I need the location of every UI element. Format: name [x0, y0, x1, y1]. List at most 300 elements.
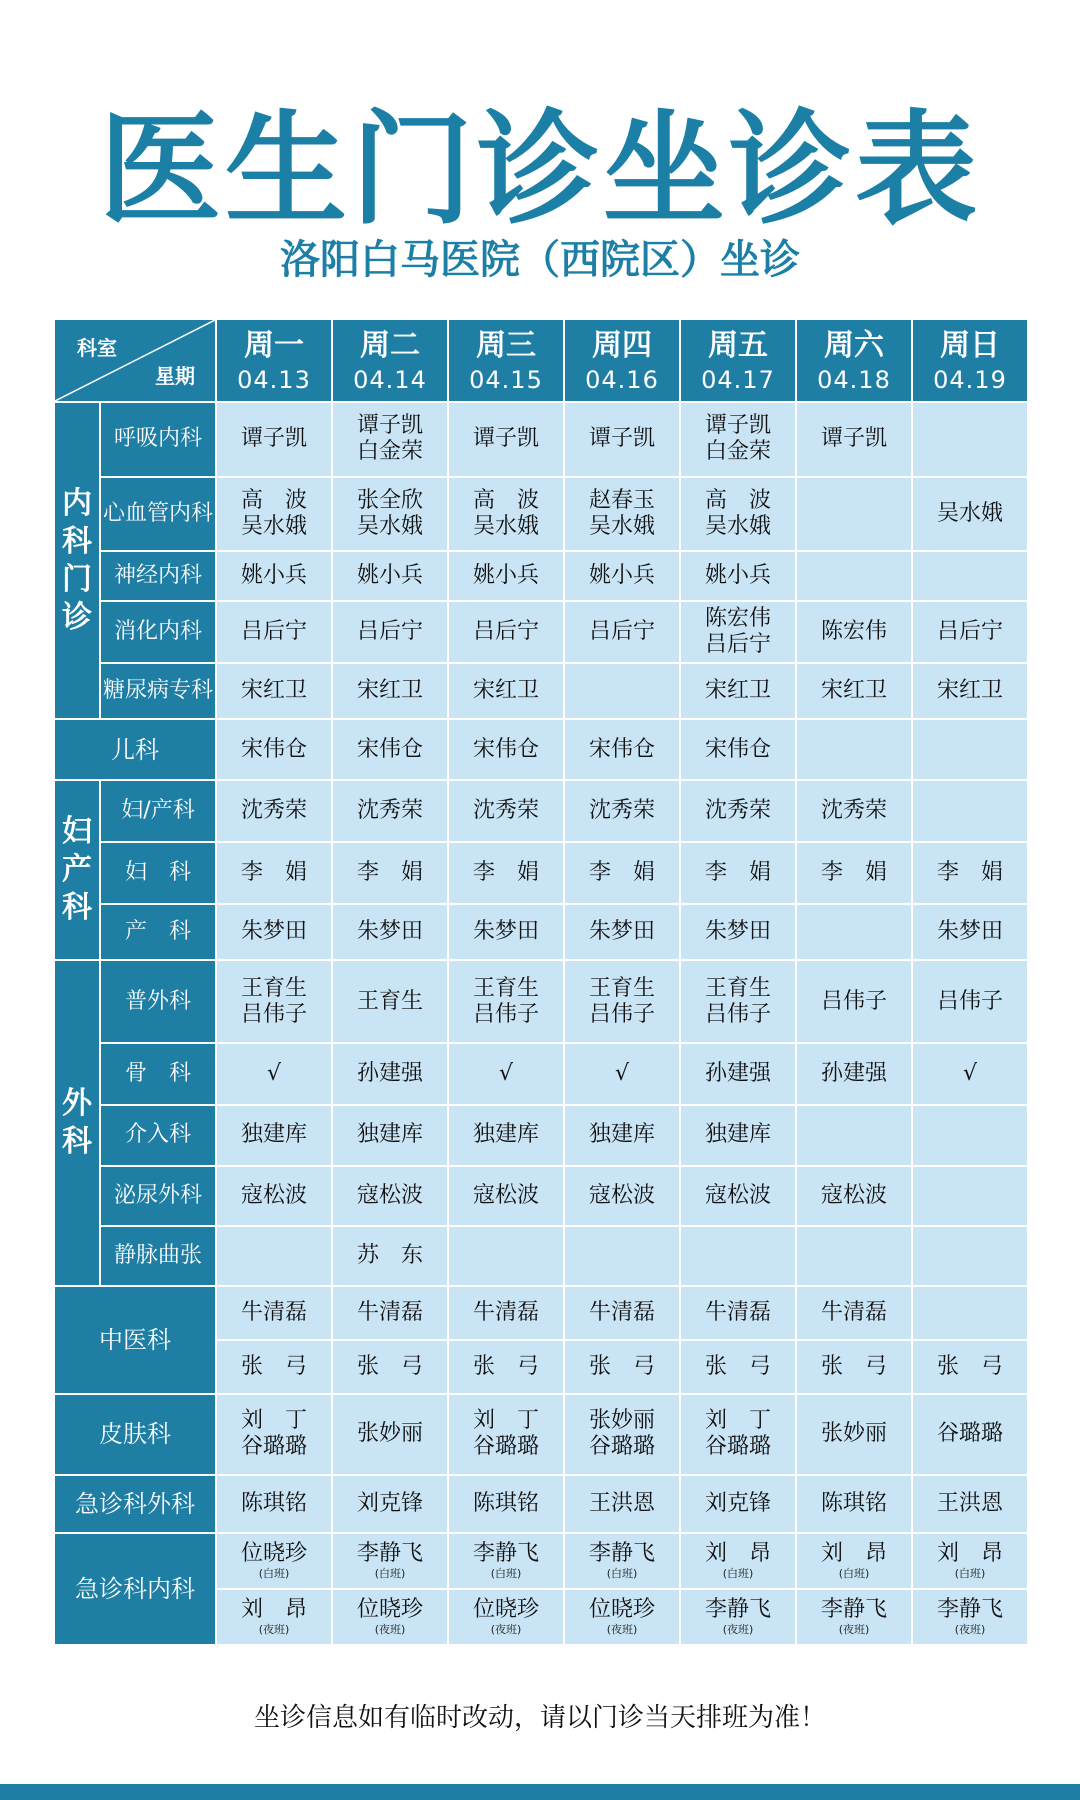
- schedule-cell: [332, 402, 448, 477]
- schedule-cell: [680, 402, 796, 477]
- day-name: 周三: [476, 327, 536, 363]
- shift-label: (白班): [374, 1567, 406, 1581]
- schedule-cell: [564, 1475, 680, 1533]
- doctor-name: 刘 昂: [240, 1597, 307, 1623]
- page-title: 医生门诊坐诊表: [99, 99, 981, 241]
- schedule-cell: [216, 477, 332, 552]
- doctor-name: 孙建强: [356, 1061, 423, 1087]
- doctor-name: 陈宏伟: [704, 606, 771, 632]
- doctor-name: 沈秀荣: [820, 797, 887, 823]
- schedule-cell: [912, 477, 1028, 552]
- doctor-name: √: [266, 1061, 282, 1087]
- doctor-name: 李 娟: [820, 860, 887, 886]
- schedule-cell: [796, 719, 912, 779]
- department-group-label: [54, 960, 100, 1286]
- schedule-cell: [912, 904, 1028, 960]
- schedule-cell: [912, 780, 1028, 842]
- schedule-cell: [796, 1286, 912, 1340]
- corner-label-weekday: 星期: [155, 364, 195, 388]
- doctor-name: 朱梦田: [240, 919, 307, 945]
- doctor-name: 李静飞: [704, 1597, 771, 1623]
- schedule-cell: [332, 842, 448, 904]
- day-date: 04.13: [237, 365, 311, 394]
- schedule-cell: [680, 1394, 796, 1475]
- schedule-table: [53, 318, 1029, 1646]
- schedule-cell: [680, 719, 796, 779]
- schedule-cell: [332, 1226, 448, 1286]
- doctor-name: 沈秀荣: [704, 797, 771, 823]
- doctor-name: 张 弓: [588, 1353, 655, 1379]
- schedule-cell: [680, 477, 796, 552]
- schedule-cell: [216, 551, 332, 601]
- day-date: 04.15: [469, 365, 543, 394]
- doctor-name: 姚小兵: [240, 563, 307, 589]
- doctor-name: 谭子凯: [820, 426, 887, 452]
- doctor-name: 谷璐璐: [936, 1421, 1003, 1447]
- day-date: 04.18: [817, 365, 891, 394]
- table-row: [54, 477, 1028, 552]
- doctor-name: 刘 丁: [472, 1408, 539, 1434]
- department-label: 皮肤科: [54, 1394, 216, 1475]
- schedule-cell: [564, 477, 680, 552]
- doctor-name: 吴水娥: [472, 514, 539, 540]
- table-row: [54, 1105, 1028, 1165]
- doctor-name: 李 娟: [472, 860, 539, 886]
- schedule-cell: [216, 719, 332, 779]
- day-date: 04.17: [701, 365, 775, 394]
- schedule-cell: [448, 1105, 564, 1165]
- shift-label: (白班): [838, 1567, 870, 1581]
- schedule-cell: [564, 601, 680, 663]
- schedule-cell: [216, 1166, 332, 1226]
- schedule-cell: [564, 1394, 680, 1475]
- doctor-name: 张 弓: [240, 1353, 307, 1379]
- schedule-cell: [796, 1589, 912, 1645]
- schedule-cell: [448, 1475, 564, 1533]
- doctor-name: 牛清磊: [704, 1299, 771, 1325]
- schedule-cell: [912, 1166, 1028, 1226]
- doctor-name: 张妙丽: [356, 1421, 423, 1447]
- doctor-name: 沈秀荣: [240, 797, 307, 823]
- table-row: [54, 1043, 1028, 1105]
- schedule-cell: [796, 551, 912, 601]
- doctor-name: 李 娟: [356, 860, 423, 886]
- shift-label: (夜班): [374, 1623, 406, 1637]
- department-label: 急诊科外科: [54, 1475, 216, 1533]
- doctor-name: 寇松波: [356, 1182, 423, 1208]
- group-char: 妇: [62, 813, 92, 849]
- schedule-cell: [564, 780, 680, 842]
- doctor-name: 位晓珍: [356, 1597, 423, 1623]
- schedule-cell: [564, 1533, 680, 1589]
- doctor-name: 吴水娥: [356, 514, 423, 540]
- doctor-name: 吕伟子: [820, 988, 887, 1014]
- schedule-cell: [680, 1166, 796, 1226]
- doctor-name: 吴水娥: [704, 514, 771, 540]
- day-name: 周五: [708, 327, 768, 363]
- schedule-cell: [912, 1043, 1028, 1105]
- subdepartment-label: 心血管内科: [100, 477, 216, 552]
- doctor-name: 张妙丽: [820, 1421, 887, 1447]
- schedule-cell: [796, 1105, 912, 1165]
- doctor-name: 高 波: [472, 488, 539, 514]
- schedule-cell: [912, 1475, 1028, 1533]
- doctor-name: 姚小兵: [356, 563, 423, 589]
- table-row: [54, 780, 1028, 842]
- doctor-name: 高 波: [240, 488, 307, 514]
- doctor-name: 刘克锋: [704, 1490, 771, 1516]
- doctor-name: √: [614, 1061, 630, 1087]
- subdepartment-label: 泌尿外科: [100, 1166, 216, 1226]
- doctor-name: 宋红卫: [356, 678, 423, 704]
- shift-label: (白班): [722, 1567, 754, 1581]
- doctor-name: 吴水娥: [588, 514, 655, 540]
- subdepartment-label: 神经内科: [100, 551, 216, 601]
- schedule-cell: [912, 402, 1028, 477]
- schedule-cell: [332, 663, 448, 719]
- schedule-cell: [332, 1340, 448, 1394]
- schedule-cell: [564, 1340, 680, 1394]
- doctor-name: 谭子凯: [472, 426, 539, 452]
- doctor-name: 张 弓: [704, 1353, 771, 1379]
- schedule-cell: [796, 1533, 912, 1589]
- schedule-cell: [216, 663, 332, 719]
- schedule-cell: [796, 601, 912, 663]
- doctor-name: 刘 丁: [240, 1408, 307, 1434]
- doctor-name: 宋伟仓: [704, 736, 771, 762]
- schedule-cell: [912, 1286, 1028, 1340]
- doctor-name: 赵春玉: [588, 488, 655, 514]
- schedule-cell: [448, 402, 564, 477]
- doctor-name: 白金荣: [704, 439, 771, 465]
- doctor-name: 沈秀荣: [588, 797, 655, 823]
- schedule-cell: [912, 1533, 1028, 1589]
- schedule-cell: [912, 842, 1028, 904]
- doctor-name: 吕后宁: [240, 619, 307, 645]
- table-row: [54, 1286, 1028, 1340]
- day-header: [448, 319, 564, 402]
- doctor-name: 张 弓: [820, 1353, 887, 1379]
- schedule-cell: [680, 780, 796, 842]
- schedule-cell: [912, 551, 1028, 601]
- schedule-cell: [796, 1475, 912, 1533]
- table-row: [54, 1166, 1028, 1226]
- group-char: 门: [62, 561, 92, 597]
- schedule-cell: [912, 1589, 1028, 1645]
- doctor-name: 牛清磊: [240, 1299, 307, 1325]
- schedule-cell: [332, 719, 448, 779]
- doctor-name: 宋红卫: [936, 678, 1003, 704]
- schedule-cell: [216, 1286, 332, 1340]
- schedule-cell: [564, 1589, 680, 1645]
- schedule-cell: [216, 780, 332, 842]
- doctor-name: 李 娟: [240, 860, 307, 886]
- schedule-cell: [332, 960, 448, 1043]
- schedule-cell: [332, 1589, 448, 1645]
- doctor-name: 姚小兵: [588, 563, 655, 589]
- doctor-name: 王育生: [704, 975, 771, 1001]
- schedule-cell: [680, 601, 796, 663]
- schedule-cell: [680, 904, 796, 960]
- schedule-cell: [796, 1166, 912, 1226]
- doctor-name: 李 娟: [936, 860, 1003, 886]
- schedule-cell: [680, 1589, 796, 1645]
- doctor-name: 宋伟仓: [472, 736, 539, 762]
- group-char: 科: [62, 523, 92, 559]
- schedule-cell: [216, 601, 332, 663]
- doctor-name: 牛清磊: [820, 1299, 887, 1325]
- schedule-cell: [912, 719, 1028, 779]
- doctor-name: 谭子凯: [240, 426, 307, 452]
- schedule-cell: [564, 1043, 680, 1105]
- group-char: 内: [62, 485, 92, 521]
- schedule-cell: [332, 1043, 448, 1105]
- schedule-cell: [912, 1394, 1028, 1475]
- subdepartment-label: 妇/产科: [100, 780, 216, 842]
- doctor-name: 谷璐璐: [472, 1434, 539, 1460]
- schedule-cell: [680, 960, 796, 1043]
- schedule-cell: [332, 1394, 448, 1475]
- doctor-name: 寇松波: [704, 1182, 771, 1208]
- shift-label: (夜班): [722, 1623, 754, 1637]
- schedule-cell: [332, 1105, 448, 1165]
- doctor-name: 宋红卫: [704, 678, 771, 704]
- schedule-cell: [680, 663, 796, 719]
- doctor-name: 谷璐璐: [240, 1434, 307, 1460]
- subdepartment-label: 消化内科: [100, 601, 216, 663]
- doctor-name: 位晓珍: [240, 1541, 307, 1567]
- doctor-name: 王洪恩: [588, 1490, 655, 1516]
- day-name: 周六: [824, 327, 884, 363]
- doctor-name: 寇松波: [472, 1182, 539, 1208]
- doctor-name: 王洪恩: [936, 1490, 1003, 1516]
- shift-label: (夜班): [606, 1623, 638, 1637]
- schedule-cell: [912, 1105, 1028, 1165]
- group-char: 科: [62, 889, 92, 925]
- shift-label: (白班): [490, 1567, 522, 1581]
- day-header: [216, 319, 332, 402]
- doctor-name: 沈秀荣: [356, 797, 423, 823]
- doctor-name: 沈秀荣: [472, 797, 539, 823]
- day-header: [564, 319, 680, 402]
- table-row: [54, 601, 1028, 663]
- doctor-name: 王育生: [588, 975, 655, 1001]
- doctor-name: 刘 丁: [704, 1408, 771, 1434]
- schedule-cell: [448, 1533, 564, 1589]
- table-row: [54, 402, 1028, 477]
- doctor-name: 吴水娥: [240, 514, 307, 540]
- shift-label: (白班): [258, 1567, 290, 1581]
- doctor-name: √: [962, 1061, 978, 1087]
- shift-label: (白班): [954, 1567, 986, 1581]
- doctor-name: 寇松波: [820, 1182, 887, 1208]
- schedule-cell: [216, 1226, 332, 1286]
- schedule-cell: [564, 1226, 680, 1286]
- doctor-name: 谭子凯: [588, 426, 655, 452]
- shift-label: (夜班): [838, 1623, 870, 1637]
- doctor-name: 刘 昂: [704, 1541, 771, 1567]
- subdepartment-label: 骨 科: [100, 1043, 216, 1105]
- table-row: [54, 1533, 1028, 1589]
- doctor-name: 吕后宁: [588, 619, 655, 645]
- doctor-name: 宋红卫: [472, 678, 539, 704]
- corner-label-department: 科室: [77, 336, 117, 360]
- doctor-name: 高 波: [704, 488, 771, 514]
- doctor-name: 陈琪铭: [240, 1490, 307, 1516]
- schedule-cell: [448, 601, 564, 663]
- doctor-name: 吕伟子: [588, 1001, 655, 1027]
- schedule-cell: [448, 477, 564, 552]
- doctor-name: 李静飞: [588, 1541, 655, 1567]
- shift-label: (夜班): [258, 1623, 290, 1637]
- doctor-name: 位晓珍: [472, 1597, 539, 1623]
- doctor-name: 李 娟: [588, 860, 655, 886]
- doctor-name: 陈琪铭: [472, 1490, 539, 1516]
- doctor-name: 寇松波: [240, 1182, 307, 1208]
- doctor-name: 位晓珍: [588, 1597, 655, 1623]
- schedule-cell: [216, 1589, 332, 1645]
- schedule-cell: [448, 842, 564, 904]
- doctor-name: 李静飞: [356, 1541, 423, 1567]
- group-char: 外: [62, 1086, 92, 1122]
- day-header: [680, 319, 796, 402]
- schedule-cell: [448, 1394, 564, 1475]
- schedule-cell: [564, 1166, 680, 1226]
- doctor-name: 姚小兵: [704, 563, 771, 589]
- schedule-cell: [680, 1226, 796, 1286]
- day-name: 周日: [940, 327, 1000, 363]
- doctor-name: 朱梦田: [936, 919, 1003, 945]
- doctor-name: √: [498, 1061, 514, 1087]
- group-char: 诊: [62, 599, 92, 635]
- doctor-name: 牛清磊: [472, 1299, 539, 1325]
- subdepartment-label: 静脉曲张: [100, 1226, 216, 1286]
- schedule-cell: [564, 842, 680, 904]
- schedule-cell: [564, 904, 680, 960]
- schedule-cell: [680, 551, 796, 601]
- doctor-name: 吕伟子: [240, 1001, 307, 1027]
- doctor-name: 刘 昂: [820, 1541, 887, 1567]
- doctor-name: 朱梦田: [704, 919, 771, 945]
- department-label: 儿科: [54, 719, 216, 779]
- shift-label: (夜班): [490, 1623, 522, 1637]
- doctor-name: 吕后宁: [356, 619, 423, 645]
- subdepartment-label: 介入科: [100, 1105, 216, 1165]
- doctor-name: 朱梦田: [588, 919, 655, 945]
- schedule-cell: [680, 1286, 796, 1340]
- shift-label: (白班): [606, 1567, 638, 1581]
- day-name: 周二: [360, 327, 420, 363]
- schedule-cell: [912, 663, 1028, 719]
- schedule-cell: [796, 477, 912, 552]
- schedule-cell: [564, 1105, 680, 1165]
- doctor-name: 孙建强: [820, 1061, 887, 1087]
- doctor-name: 李静飞: [472, 1541, 539, 1567]
- schedule-cell: [448, 551, 564, 601]
- schedule-cell: [912, 601, 1028, 663]
- schedule-cell: [216, 1533, 332, 1589]
- doctor-name: 王育生: [472, 975, 539, 1001]
- schedule-cell: [796, 1394, 912, 1475]
- schedule-cell: [564, 402, 680, 477]
- doctor-name: 吕后宁: [704, 632, 771, 658]
- doctor-name: 寇松波: [588, 1182, 655, 1208]
- table-row: [54, 1394, 1028, 1475]
- schedule-cell: [448, 904, 564, 960]
- header-row: [54, 319, 1028, 402]
- schedule-cell: [912, 960, 1028, 1043]
- doctor-name: 李静飞: [820, 1597, 887, 1623]
- schedule-cell: [912, 1226, 1028, 1286]
- doctor-name: 陈琪铭: [820, 1490, 887, 1516]
- schedule-cell: [680, 1340, 796, 1394]
- doctor-name: 宋伟仓: [588, 736, 655, 762]
- schedule-cell: [796, 904, 912, 960]
- schedule-cell: [448, 1589, 564, 1645]
- department-label: 中医科: [54, 1286, 216, 1394]
- schedule-cell: [564, 1286, 680, 1340]
- table-row: [54, 1475, 1028, 1533]
- doctor-name: 王育生: [240, 975, 307, 1001]
- schedule-cell: [332, 601, 448, 663]
- schedule-cell: [216, 1340, 332, 1394]
- schedule-cell: [332, 780, 448, 842]
- group-char: 产: [62, 851, 92, 887]
- day-date: 04.19: [933, 365, 1007, 394]
- doctor-name: 吕伟子: [704, 1001, 771, 1027]
- schedule-cell: [216, 1043, 332, 1105]
- department-label: 急诊科内科: [54, 1533, 216, 1645]
- doctor-name: 宋伟仓: [356, 736, 423, 762]
- schedule-cell: [448, 1166, 564, 1226]
- table-row: [54, 1226, 1028, 1286]
- schedule-cell: [796, 402, 912, 477]
- subdepartment-label: 糖尿病专科: [100, 663, 216, 719]
- doctor-name: 刘克锋: [356, 1490, 423, 1516]
- schedule-cell: [680, 1475, 796, 1533]
- schedule-cell: [448, 719, 564, 779]
- notice-text: 坐诊信息如有临时改动，请以门诊当天排班为准！: [253, 1703, 826, 1733]
- bottom-bar: [0, 1784, 1080, 1800]
- table-row: [54, 842, 1028, 904]
- schedule-cell: [796, 1043, 912, 1105]
- doctor-name: 朱梦田: [356, 919, 423, 945]
- department-group-label: [54, 780, 100, 961]
- doctor-name: 张 弓: [936, 1353, 1003, 1379]
- schedule-cell: [796, 780, 912, 842]
- schedule-cell: [332, 904, 448, 960]
- schedule-cell: [680, 842, 796, 904]
- schedule-cell: [216, 1105, 332, 1165]
- day-date: 04.16: [585, 365, 659, 394]
- schedule-cell: [216, 904, 332, 960]
- doctor-name: 吕后宁: [472, 619, 539, 645]
- schedule-cell: [216, 842, 332, 904]
- schedule-cell: [216, 1475, 332, 1533]
- doctor-name: 张全欣: [356, 488, 423, 514]
- doctor-name: 姚小兵: [472, 563, 539, 589]
- day-name: 周一: [244, 327, 304, 363]
- doctor-name: 张 弓: [472, 1353, 539, 1379]
- day-date: 04.14: [353, 365, 427, 394]
- schedule-cell: [680, 1043, 796, 1105]
- schedule-cell: [332, 1166, 448, 1226]
- schedule-cell: [796, 1340, 912, 1394]
- doctor-name: 张 弓: [356, 1353, 423, 1379]
- doctor-name: 谭子凯: [356, 413, 423, 439]
- doctor-name: 宋红卫: [240, 678, 307, 704]
- doctor-name: 李静飞: [936, 1597, 1003, 1623]
